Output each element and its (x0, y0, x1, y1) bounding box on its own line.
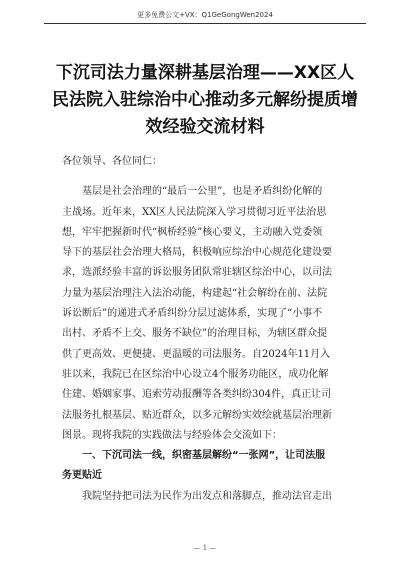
text-line: 诉讼断后”的递进式矛盾纠纷分层过滤体系，实现了“小事不 (62, 308, 323, 320)
title-line: 下沉司法力量深耕基层治理——XX区人 (55, 63, 355, 83)
text-line: 主战场。近年来，XX区人民法院深入学习贯彻习近平法治思 (62, 206, 327, 218)
title-line: 效经验交流材料 (145, 117, 265, 137)
text-line: 我院坚持把司法为民作为出发点和落脚点，推动法官走出 (82, 490, 332, 502)
spacer (62, 172, 352, 182)
text-line: 导下的基层社会治理大格局，积极响应综治中心规范化建设要 (62, 247, 332, 259)
text-line: 住建、婚姻家事、追索劳动报酬等各类纠纷304件，真正让司 (62, 389, 332, 401)
text-line: 驻以来，我院已在区综治中心设立4个服务功能区，成功化解 (62, 368, 329, 380)
paragraph-intro (62, 182, 352, 446)
header-note: 更多免费公文+VX：Q1GeGongWen2024 (137, 11, 273, 19)
salutation: 各位领导、各位同仁： (62, 156, 162, 167)
text-line: 图景。现将我院的实践做法与经验体会交流如下： (62, 429, 282, 441)
text-line: 出村、矛盾不上交、服务不缺位”的治理目标，为辖区群众提 (62, 328, 328, 340)
text-line: 求，选派经验丰富的诉讼服务团队常驻辖区综治中心，以司法 (62, 267, 332, 279)
document-title (52, 60, 358, 141)
text-line: 想，牢牢把握新时代“枫桥经验”核心要义，主动融入党委领 (62, 226, 323, 238)
header-rule (44, 23, 366, 24)
paragraph-section-1 (62, 487, 352, 507)
document-body (62, 152, 352, 507)
text-line: 供了更高效、更便捷、更温暖的司法服务。自2024年11月入 (62, 348, 331, 360)
text-line: 力量为基层治理注入法治动能，构建起“社会解纷在前、法院 (62, 287, 328, 299)
section-heading (62, 446, 352, 487)
heading-line: 务更贴近 (62, 470, 102, 482)
heading-line: 一、下沉司法一线，织密基层解纷“一张网”，让司法服 (82, 450, 326, 462)
title-line: 民法院入驻综治中心推动多元解纷提质增 (52, 90, 358, 110)
text-line: 法服务扎根基层、贴近群众，以多元解纷实效绘就基层治理新 (62, 409, 332, 421)
text-line: 基层是社会治理的“最后一公里”，也是矛盾纠纷化解的 (82, 186, 323, 198)
page-number: — 1 — (193, 544, 217, 552)
